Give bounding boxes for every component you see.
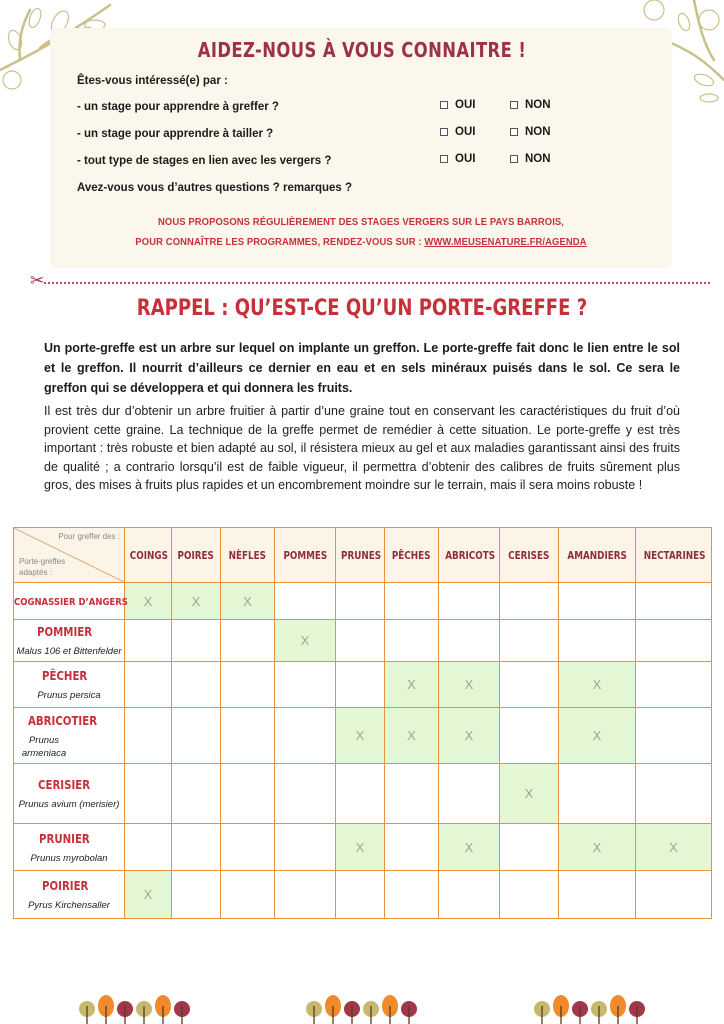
rootstock-cell xyxy=(14,620,125,662)
tree-icon xyxy=(534,1001,550,1024)
column-header xyxy=(275,528,336,583)
empty-cell xyxy=(172,871,221,919)
section-title: RAPPEL : QU’EST-CE QU’UN PORTE-GREFFE ? xyxy=(136,296,588,321)
empty-cell xyxy=(221,708,275,764)
column-header-label: NÈFLES xyxy=(228,548,267,562)
rootstock-latin-name: Prunus armeniaca xyxy=(21,734,67,759)
empty-cell xyxy=(125,662,172,708)
option-label: OUI xyxy=(455,153,476,165)
empty-cell xyxy=(559,871,636,919)
tree-group-icon xyxy=(533,994,648,1024)
survey-intro: Êtes-vous intéressé(e) par : xyxy=(77,75,228,87)
empty-cell xyxy=(559,764,636,824)
rootstock-name: ABRICOTIER xyxy=(28,713,98,728)
rootstock-name: POIRIER xyxy=(41,879,89,893)
compatible-cell: X xyxy=(439,662,500,708)
rootstock-latin-name: Prunus avium (merisier) xyxy=(18,799,120,810)
empty-cell xyxy=(500,620,559,662)
survey-title: AIDEZ-NOUS À VOUS CONNAITRE ! xyxy=(197,38,527,62)
table-row xyxy=(14,764,712,824)
empty-cell xyxy=(221,764,275,824)
column-header xyxy=(385,528,439,583)
scissors-icon: ✂ xyxy=(30,271,45,290)
rootstock-latin-name: Prunus persica xyxy=(37,690,101,701)
rootstock-cell xyxy=(14,824,125,871)
rootstock-name: POMMIER xyxy=(36,625,92,639)
corner-bottom-label xyxy=(19,556,65,578)
compatible-cell: X xyxy=(500,764,559,824)
table-row xyxy=(14,620,712,662)
column-header xyxy=(439,528,500,583)
empty-cell xyxy=(221,824,275,871)
notice-line-2 xyxy=(81,236,641,248)
empty-cell xyxy=(559,620,636,662)
empty-cell xyxy=(636,764,712,824)
empty-cell xyxy=(636,708,712,764)
tree-icon xyxy=(629,1001,645,1024)
table-row xyxy=(14,871,712,919)
empty-cell xyxy=(559,583,636,620)
empty-cell xyxy=(336,620,385,662)
tree-group-icon xyxy=(305,994,420,1024)
tree-icon xyxy=(610,995,626,1024)
rootstock-latin-name: Prunus myrobolan xyxy=(30,852,108,864)
empty-cell xyxy=(172,620,221,662)
compatible-cell: X xyxy=(636,824,712,871)
empty-cell xyxy=(221,662,275,708)
rootstock-latin-name: Malus 106 et Bittenfelder xyxy=(16,646,122,657)
option-tailler-oui[interactable] xyxy=(440,126,475,138)
agenda-link[interactable]: WWW.MEUSENATURE.FR/AGENDA xyxy=(424,236,587,248)
empty-cell xyxy=(500,871,559,919)
empty-cell xyxy=(221,620,275,662)
tree-icon xyxy=(306,1001,322,1024)
table-corner-cell xyxy=(14,528,125,583)
column-header-label: CERISES xyxy=(508,548,550,562)
compatible-cell: X xyxy=(125,583,172,620)
rootstock-cell xyxy=(14,764,125,824)
other-questions-prompt: Avez-vous vous d’autres questions ? remarques ? xyxy=(77,182,353,194)
empty-cell xyxy=(439,620,500,662)
empty-cell xyxy=(172,662,221,708)
column-header-label: PÊCHES xyxy=(392,548,431,562)
notice-line-1: NOUS PROPOSONS RÉGULIÈREMENT DES STAGES VERGERS SUR LE PAYS BARROIS, xyxy=(157,216,565,228)
empty-cell xyxy=(636,662,712,708)
empty-cell xyxy=(439,583,500,620)
table-row xyxy=(14,662,712,708)
empty-cell xyxy=(385,620,439,662)
corner-top-label: Pour greffer des : xyxy=(58,532,120,541)
column-header xyxy=(636,528,712,583)
notice-prefix: POUR CONNAÎTRE LES PROGRAMMES, RENDEZ-VOUS SUR : xyxy=(135,236,425,248)
rootstock-cell xyxy=(14,583,128,620)
empty-cell xyxy=(275,824,336,871)
empty-cell xyxy=(385,871,439,919)
option-greffer-oui[interactable] xyxy=(440,99,475,111)
empty-cell xyxy=(636,871,712,919)
tree-group-icon xyxy=(78,994,193,1024)
tree-icon xyxy=(325,995,341,1024)
empty-cell xyxy=(336,583,385,620)
column-header-label: COINGS xyxy=(129,548,168,562)
column-header-label: ABRICOTS xyxy=(445,548,496,562)
tree-icon xyxy=(117,1001,133,1024)
empty-cell xyxy=(172,708,221,764)
compatible-cell: X xyxy=(559,662,636,708)
checkbox-icon[interactable] xyxy=(440,101,448,109)
empty-cell xyxy=(500,662,559,708)
tree-icon xyxy=(591,1001,607,1024)
empty-cell xyxy=(636,583,712,620)
option-label: NON xyxy=(525,153,551,165)
column-header-label: POMMES xyxy=(283,548,327,562)
empty-cell xyxy=(125,764,172,824)
rootstock-cell xyxy=(14,708,125,764)
column-header xyxy=(221,528,275,583)
column-header-label: NECTARINES xyxy=(643,548,706,562)
option-vergers-oui[interactable] xyxy=(440,153,475,165)
empty-cell xyxy=(336,764,385,824)
tree-icon xyxy=(553,995,569,1024)
survey-box xyxy=(50,28,672,268)
empty-cell xyxy=(439,871,500,919)
column-header xyxy=(172,528,221,583)
rootstock-name: COGNASSIER D’ANGERS xyxy=(14,597,128,608)
checkbox-icon[interactable] xyxy=(440,155,448,163)
compatible-cell: X xyxy=(172,583,221,620)
empty-cell xyxy=(172,764,221,824)
tree-icon xyxy=(79,1001,95,1024)
corner-bottom-line-2: adaptés : xyxy=(19,568,52,577)
compatible-cell: X xyxy=(125,871,172,919)
option-label: NON xyxy=(525,126,551,138)
checkbox-icon[interactable] xyxy=(440,128,448,136)
tree-icon xyxy=(98,995,114,1024)
empty-cell xyxy=(221,871,275,919)
empty-cell xyxy=(500,708,559,764)
tree-icon xyxy=(174,1001,190,1024)
empty-cell xyxy=(336,662,385,708)
empty-cell xyxy=(336,871,385,919)
empty-cell xyxy=(275,764,336,824)
empty-cell xyxy=(172,824,221,871)
column-header xyxy=(500,528,559,583)
rootstock-name: CERISIER xyxy=(38,778,91,792)
compatible-cell: X xyxy=(275,620,336,662)
option-tailler-non[interactable] xyxy=(510,126,551,138)
question-tailler: - un stage pour apprendre à tailler ? xyxy=(77,128,274,140)
intro-paragraph: Un porte-greffe est un arbre sur lequel on implante un greffon. Le porte-greffe fait donc le lien entre le sol et le greffon. Il nourrit d’ailleurs ce dernier en eau et en sels minéraux puisés dans le sol. Ce sera le greffon qui se développera et qui donnera les fruits. xyxy=(44,341,680,395)
cut-line-divider xyxy=(32,282,710,284)
column-header xyxy=(125,528,172,583)
checkbox-icon[interactable] xyxy=(510,155,518,163)
question-vergers: - tout type de stages en lien avec les vergers ? xyxy=(77,155,332,167)
compatible-cell: X xyxy=(559,708,636,764)
compatible-cell: X xyxy=(439,824,500,871)
empty-cell xyxy=(125,824,172,871)
tree-icon xyxy=(344,1001,360,1024)
rootstock-latin-name: Pyrus Kirchensaller xyxy=(28,900,110,911)
compatible-cell: X xyxy=(559,824,636,871)
column-header-label: POIRES xyxy=(177,548,215,562)
compatible-cell: X xyxy=(439,708,500,764)
rootstock-table xyxy=(13,527,712,919)
table-row xyxy=(14,583,712,620)
column-header xyxy=(559,528,636,583)
empty-cell xyxy=(439,764,500,824)
rootstock-name: PÊCHER xyxy=(42,669,88,683)
body-paragraph: Il est très dur d’obtenir un arbre fruitier à partir d’une graine tout en conservant les caractéristiques du fruit d’où provient cette graine. La technique de la greffe permet de remédier à cette situation. Le porte-greffe y est très important : très robuste et bien adapté au sol, il résistera mieux au gel et aux maladies garantissant ainsi des fruits de qualité ; a contrario lorsqu’il est de faible vigueur, il permettra d’obtenir des calibres de fruits sûrement plus gros, des mises à fruits plus rapides et un encombrement moindre sur le terrain, mais il sera moins robuste ! xyxy=(44,404,680,492)
option-greffer-non[interactable] xyxy=(510,99,551,111)
compatible-cell: X xyxy=(336,824,385,871)
compatible-cell: X xyxy=(336,708,385,764)
empty-cell xyxy=(275,871,336,919)
tree-icon xyxy=(401,1001,417,1024)
empty-cell xyxy=(385,824,439,871)
rootstock-name: PRUNIER xyxy=(39,831,90,846)
column-header xyxy=(336,528,385,583)
option-label: OUI xyxy=(455,99,476,111)
empty-cell xyxy=(636,620,712,662)
table-row xyxy=(14,708,712,764)
corner-bottom-line-1: Porte-greffes xyxy=(19,557,66,566)
tree-icon xyxy=(136,1001,152,1024)
tree-icon xyxy=(572,1001,588,1024)
empty-cell xyxy=(125,708,172,764)
compatible-cell: X xyxy=(385,708,439,764)
tree-icon xyxy=(363,1001,379,1024)
checkbox-icon[interactable] xyxy=(510,128,518,136)
column-header-label: AMANDIERS xyxy=(567,548,627,562)
empty-cell xyxy=(275,662,336,708)
empty-cell xyxy=(125,620,172,662)
rootstock-cell xyxy=(14,662,125,708)
empty-cell xyxy=(500,824,559,871)
table-body xyxy=(14,583,712,919)
tree-icon xyxy=(155,995,171,1024)
compatible-cell: X xyxy=(221,583,275,620)
tree-icon xyxy=(382,995,398,1024)
question-greffer: - un stage pour apprendre à greffer ? xyxy=(77,101,279,113)
option-label: OUI xyxy=(455,126,476,138)
rootstock-cell xyxy=(14,871,125,919)
table-row xyxy=(14,824,712,871)
empty-cell xyxy=(385,764,439,824)
empty-cell xyxy=(385,583,439,620)
option-vergers-non[interactable] xyxy=(510,153,551,165)
column-header-label: PRUNES xyxy=(341,548,382,562)
checkbox-icon[interactable] xyxy=(510,101,518,109)
compatible-cell: X xyxy=(385,662,439,708)
option-label: NON xyxy=(525,99,551,111)
empty-cell xyxy=(500,583,559,620)
table-header-row xyxy=(14,528,712,583)
empty-cell xyxy=(275,583,336,620)
empty-cell xyxy=(275,708,336,764)
